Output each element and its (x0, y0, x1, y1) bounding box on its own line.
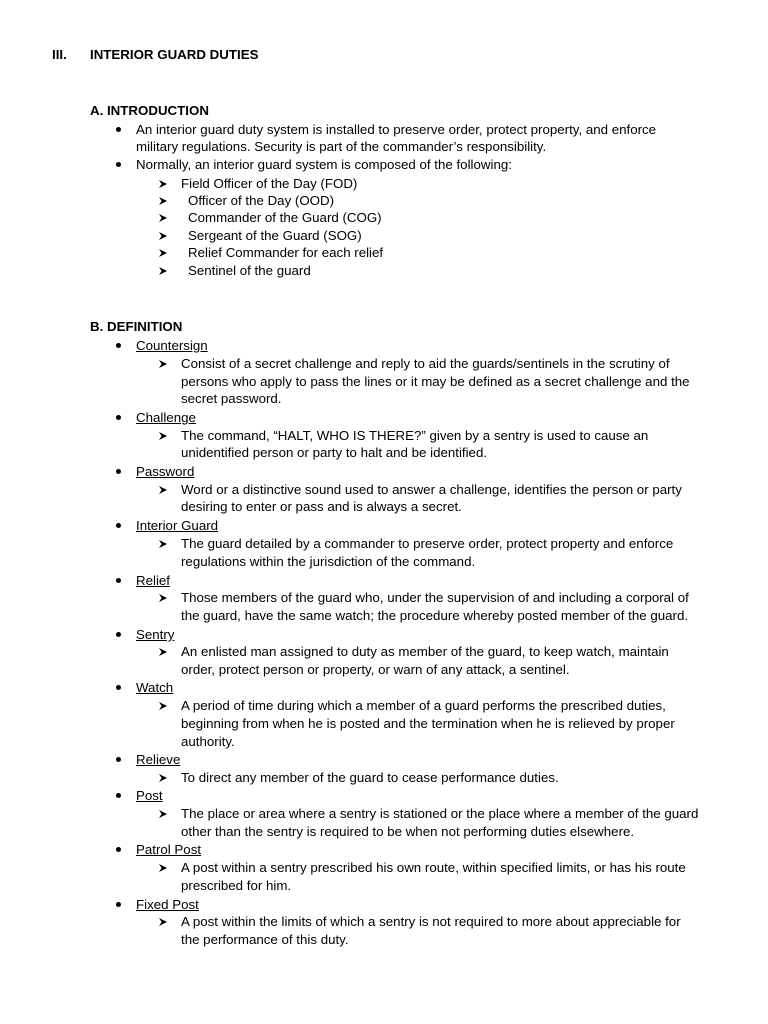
term-sentry: Sentry (136, 627, 175, 642)
bullet-icon (116, 337, 124, 355)
bullet-icon (116, 156, 124, 174)
definition-text: An enlisted man assigned to duty as member of the guard, to keep watch, maintain (181, 644, 669, 659)
intro-bullet-1-line-2: military regulations. Security is part of the commander’s responsibility. (136, 139, 547, 154)
bullet-icon (116, 572, 124, 590)
arrow-bullet-icon (158, 262, 170, 280)
definition-text: regulations within the jurisdiction of the command. (181, 554, 476, 569)
arrow-bullet-icon (158, 859, 170, 877)
term-fixed-post: Fixed Post (136, 897, 199, 912)
definition-text: unidentified person or party to halt and be identified. (181, 445, 488, 460)
definition-heading: B. DEFINITION (90, 319, 183, 334)
arrow-bullet-icon (158, 589, 170, 607)
member-item: Officer of the Day (OOD) (188, 193, 335, 208)
definition-text: other than the sentry is required to be when not performing duties elsewhere. (181, 824, 635, 839)
arrow-bullet-icon (158, 769, 170, 787)
member-item: Relief Commander for each relief (188, 245, 384, 260)
definition-text: order, protect person or property, or warn of any attack, a sentinel. (181, 662, 570, 677)
term-relief: Relief (136, 573, 170, 588)
definition-text: the guard, have the same watch; the procedure whereby posted member of the guard. (181, 608, 689, 623)
bullet-icon (116, 463, 124, 481)
arrow-bullet-icon (158, 355, 170, 373)
arrow-bullet-icon (158, 427, 170, 445)
arrow-bullet-icon (158, 535, 170, 553)
arrow-bullet-icon (158, 913, 170, 931)
bullet-icon (116, 517, 124, 535)
definition-text: A period of time during which a member of a guard performs the prescribed duties, (181, 698, 666, 713)
intro-heading: A. INTRODUCTION (90, 103, 209, 118)
member-item: Field Officer of the Day (FOD) (181, 176, 358, 191)
definition-text: persons who apply to pass the lines or it may be defined as a secret challenge and the (181, 374, 690, 389)
definition-text: Consist of a secret challenge and reply to aid the guards/sentinels in the scrutiny of (181, 356, 670, 371)
arrow-bullet-icon (158, 209, 170, 227)
term-post: Post (136, 788, 163, 803)
definition-text: The guard detailed by a commander to preserve order, protect property and enforce (181, 536, 674, 551)
definition-text: The place or area where a sentry is stationed or the place where a member of the guard (181, 806, 699, 821)
arrow-bullet-icon (158, 643, 170, 661)
definition-text: The command, “HALT, WHO IS THERE?” given by a sentry is used to cause an (181, 428, 649, 443)
arrow-bullet-icon (158, 175, 170, 193)
term-patrol-post: Patrol Post (136, 842, 202, 857)
definition-text: secret password. (181, 391, 282, 406)
definition-text: the performance of this duty. (181, 932, 349, 947)
section-title: INTERIOR GUARD DUTIES (90, 47, 259, 62)
intro-bullet-1-line-1: An interior guard duty system is installed to preserve order, protect property, and enforce (136, 122, 657, 137)
definition-text: A post within the limits of which a sentry is not required to more about appreciable for (181, 914, 681, 929)
bullet-icon (116, 751, 124, 769)
definition-text: beginning from when he is posted and the termination when he is relieved by proper (181, 716, 675, 731)
arrow-bullet-icon (158, 244, 170, 262)
term-password: Password (136, 464, 195, 479)
bullet-icon (116, 896, 124, 914)
bullet-icon (116, 679, 124, 697)
definition-text: A post within a sentry prescribed his own route, within specified limits, or has his route (181, 860, 686, 875)
bullet-icon (116, 409, 124, 427)
section-numeral: III. (52, 47, 67, 62)
definition-text: Those members of the guard who, under the supervision of and including a corporal of (181, 590, 689, 605)
definition-text: Word or a distinctive sound used to answer a challenge, identifies the person or party (181, 482, 682, 497)
term-challenge: Challenge (136, 410, 196, 425)
bullet-icon (116, 787, 124, 805)
term-interior-guard: Interior Guard (136, 518, 219, 533)
definition-text: To direct any member of the guard to cease performance duties. (181, 770, 559, 785)
member-item: Sentinel of the guard (188, 263, 311, 278)
member-item: Commander of the Guard (COG) (188, 210, 382, 225)
member-item: Sergeant of the Guard (SOG) (188, 228, 362, 243)
term-relieve: Relieve (136, 752, 181, 767)
definition-text: prescribed for him. (181, 878, 292, 893)
definition-text: desiring to enter or pass and is always a secret. (181, 499, 462, 514)
arrow-bullet-icon (158, 192, 170, 210)
bullet-icon (116, 121, 124, 139)
term-watch: Watch (136, 680, 174, 695)
arrow-bullet-icon (158, 697, 170, 715)
bullet-icon (116, 841, 124, 859)
intro-bullet-2: Normally, an interior guard system is composed of the following: (136, 157, 512, 172)
arrow-bullet-icon (158, 481, 170, 499)
definition-text: authority. (181, 734, 235, 749)
arrow-bullet-icon (158, 227, 170, 245)
bullet-icon (116, 626, 124, 644)
term-countersign: Countersign (136, 338, 208, 353)
arrow-bullet-icon (158, 805, 170, 823)
